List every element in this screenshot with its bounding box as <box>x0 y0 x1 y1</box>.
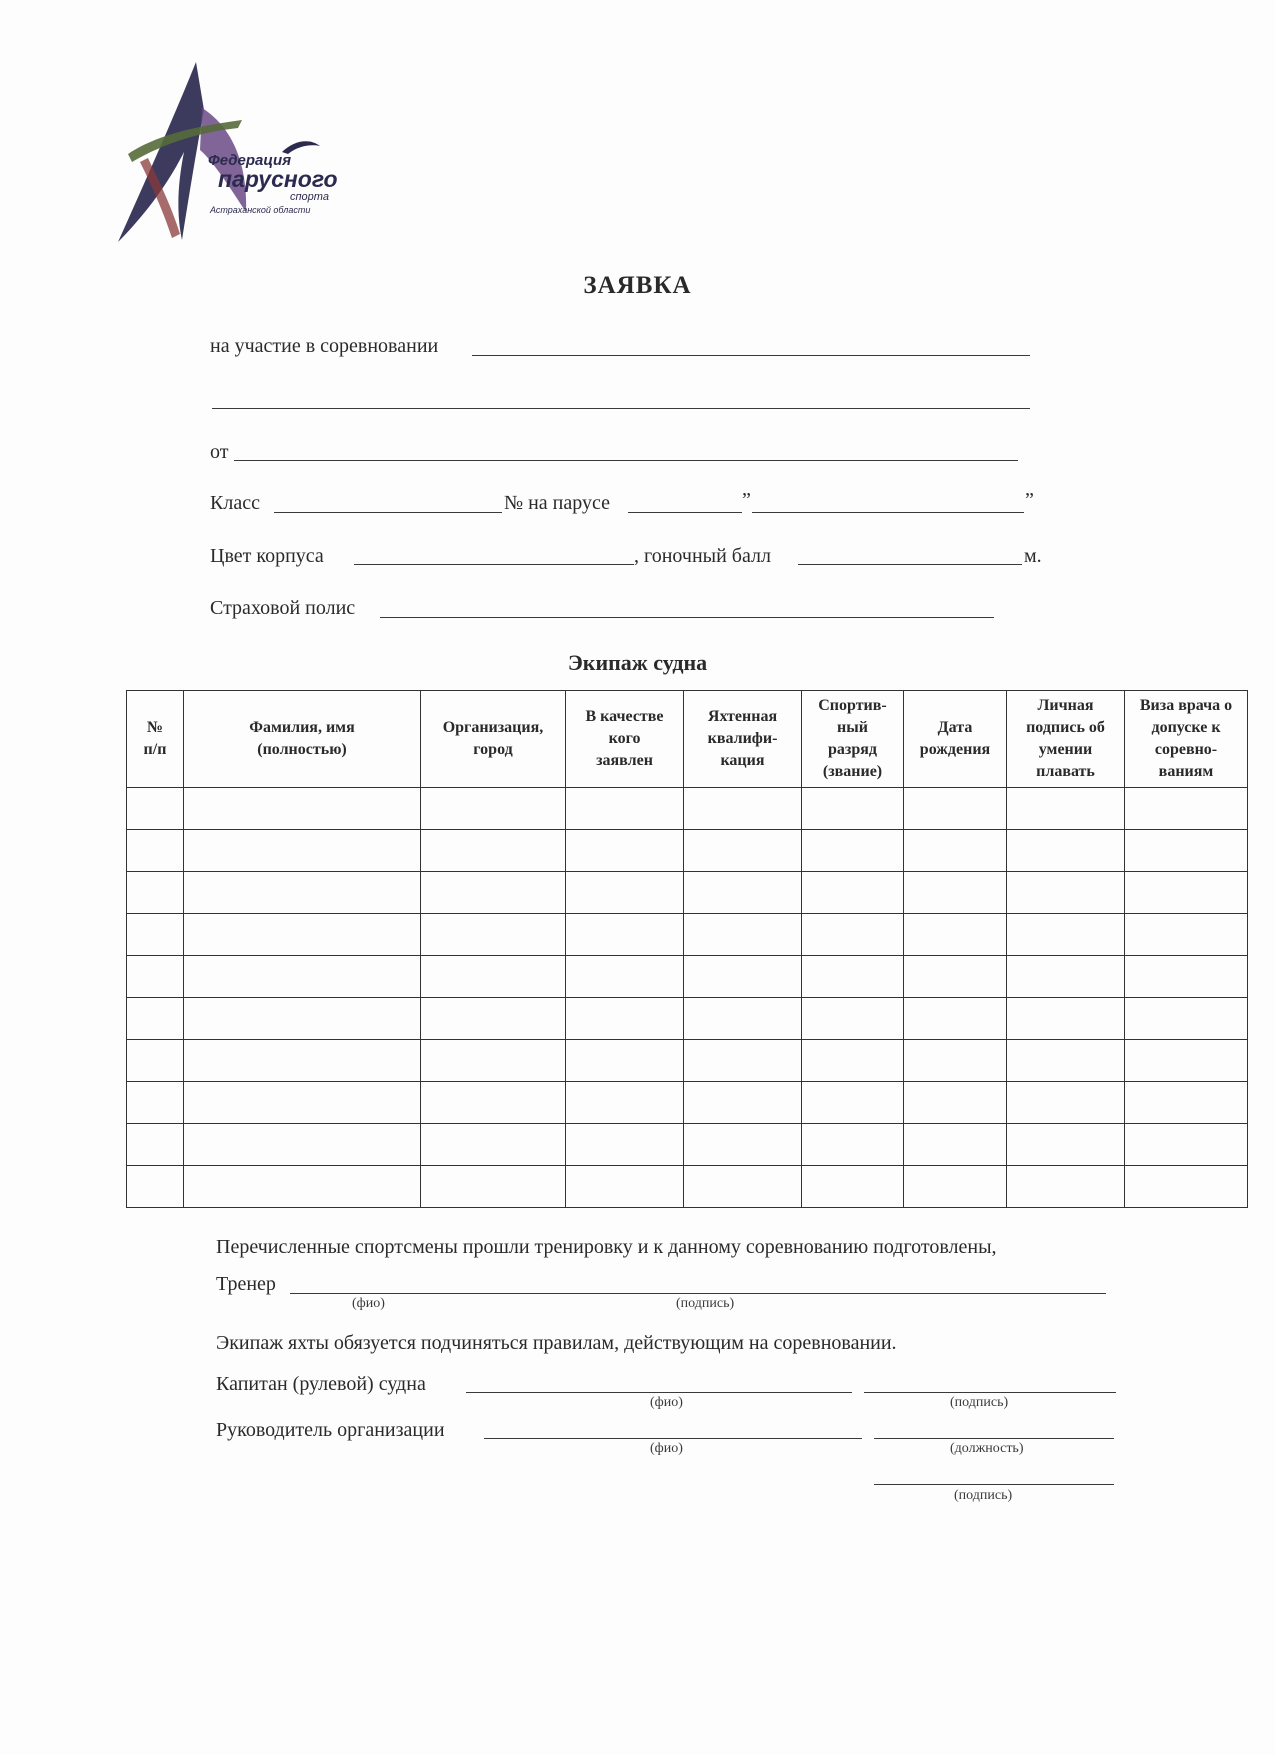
table-cell[interactable] <box>904 998 1007 1040</box>
table-cell[interactable] <box>802 872 904 914</box>
table-cell[interactable] <box>127 1124 184 1166</box>
table-row <box>127 1040 1248 1082</box>
table-cell[interactable] <box>684 872 802 914</box>
table-cell[interactable] <box>684 788 802 830</box>
table-cell[interactable] <box>1125 872 1248 914</box>
table-cell[interactable] <box>184 998 421 1040</box>
table-cell[interactable] <box>802 1082 904 1124</box>
table-cell[interactable] <box>1007 872 1125 914</box>
table-cell[interactable] <box>421 1040 566 1082</box>
sail-number-label: № на парусе <box>504 492 610 514</box>
table-cell[interactable] <box>1007 914 1125 956</box>
table-cell[interactable] <box>1007 1082 1125 1124</box>
crew-col-header: Яхтенная квалифи- кация <box>684 691 802 788</box>
table-cell[interactable] <box>684 998 802 1040</box>
table-cell[interactable] <box>566 914 684 956</box>
table-cell[interactable] <box>566 788 684 830</box>
table-cell[interactable] <box>904 914 1007 956</box>
table-row <box>127 1082 1248 1124</box>
head-fio-field[interactable] <box>484 1438 862 1439</box>
table-cell[interactable] <box>421 914 566 956</box>
table-cell[interactable] <box>127 788 184 830</box>
crew-body <box>127 788 1248 1208</box>
table-cell[interactable] <box>566 1040 684 1082</box>
table-cell[interactable] <box>904 872 1007 914</box>
table-cell[interactable] <box>184 830 421 872</box>
table-cell[interactable] <box>127 956 184 998</box>
table-cell[interactable] <box>684 1166 802 1208</box>
table-cell[interactable] <box>1125 788 1248 830</box>
table-row <box>127 1124 1248 1166</box>
table-cell[interactable] <box>1125 1166 1248 1208</box>
table-cell[interactable] <box>566 956 684 998</box>
document-title: ЗАЯВКА <box>583 272 692 299</box>
table-cell[interactable] <box>184 872 421 914</box>
trained-statement: Перечисленные спортсмены прошли тренировку и к данному соревнованию подготовлены, <box>216 1236 997 1258</box>
table-cell[interactable] <box>1125 998 1248 1040</box>
class-label: Класс <box>210 492 260 514</box>
table-cell[interactable] <box>127 872 184 914</box>
table-row <box>127 956 1248 998</box>
table-cell[interactable] <box>1125 830 1248 872</box>
table-cell[interactable] <box>184 1082 421 1124</box>
competition-field-line2[interactable] <box>212 408 1030 409</box>
obligation-statement: Экипаж яхты обязуется подчиняться правилам, действующим на соревновании. <box>216 1332 897 1354</box>
captain-fio-field[interactable] <box>466 1392 852 1393</box>
table-cell[interactable] <box>421 1166 566 1208</box>
table-cell[interactable] <box>566 872 684 914</box>
table-cell[interactable] <box>1007 1124 1125 1166</box>
table-cell[interactable] <box>1007 788 1125 830</box>
table-cell[interactable] <box>904 788 1007 830</box>
table-cell[interactable] <box>684 1040 802 1082</box>
table-cell[interactable] <box>904 1040 1007 1082</box>
table-cell[interactable] <box>1125 1082 1248 1124</box>
boat-name-field[interactable] <box>752 512 1024 513</box>
table-cell[interactable] <box>802 998 904 1040</box>
table-row <box>127 788 1248 830</box>
table-cell[interactable] <box>1125 1124 1248 1166</box>
table-cell[interactable] <box>1007 830 1125 872</box>
federation-logo <box>118 62 368 252</box>
table-cell[interactable] <box>802 956 904 998</box>
table-cell[interactable] <box>802 1040 904 1082</box>
crew-col-header: В качестве кого заявлен <box>566 691 684 788</box>
head-label: Руководитель организации <box>216 1419 445 1441</box>
crew-title: Экипаж судна <box>567 650 708 675</box>
sail-number-field[interactable] <box>628 512 742 513</box>
table-cell[interactable] <box>802 1166 904 1208</box>
table-cell[interactable] <box>566 1082 684 1124</box>
table-cell[interactable] <box>802 914 904 956</box>
table-cell[interactable] <box>1125 914 1248 956</box>
table-cell[interactable] <box>1007 1166 1125 1208</box>
captain-sign-field[interactable] <box>864 1392 1116 1393</box>
table-cell[interactable] <box>184 914 421 956</box>
table-cell[interactable] <box>684 1124 802 1166</box>
table-cell[interactable] <box>421 872 566 914</box>
class-field[interactable] <box>274 512 502 513</box>
table-row <box>127 872 1248 914</box>
table-cell[interactable] <box>1007 998 1125 1040</box>
table-cell[interactable] <box>421 998 566 1040</box>
racing-score-label: , гоночный балл <box>634 545 771 567</box>
table-cell[interactable] <box>684 956 802 998</box>
crew-table <box>126 690 1248 1208</box>
table-cell[interactable] <box>802 1124 904 1166</box>
table-cell[interactable] <box>184 956 421 998</box>
crew-col-header: Спортив- ный разряд (звание) <box>802 691 904 788</box>
table-cell[interactable] <box>904 1082 1007 1124</box>
table-cell[interactable] <box>1125 956 1248 998</box>
table-row <box>127 914 1248 956</box>
table-cell[interactable] <box>127 1040 184 1082</box>
logo-line2: парусного <box>218 166 338 192</box>
head-sign-hint: (подпись) <box>954 1488 1013 1503</box>
from-label: от <box>210 441 229 463</box>
crew-header-row <box>127 691 1248 788</box>
table-cell[interactable] <box>184 1124 421 1166</box>
table-cell[interactable] <box>904 956 1007 998</box>
coach-label: Тренер <box>216 1273 276 1295</box>
table-cell[interactable] <box>684 914 802 956</box>
crew-col-header: Виза врача о допуске к соревно- ваниям <box>1125 691 1248 788</box>
table-cell[interactable] <box>127 830 184 872</box>
table-row <box>127 1166 1248 1208</box>
head-sign-field[interactable] <box>874 1484 1114 1485</box>
table-cell[interactable] <box>566 830 684 872</box>
coach-fio-hint: (фио) <box>352 1296 385 1311</box>
head-position-hint: (должность) <box>950 1441 1024 1456</box>
insurance-field[interactable] <box>380 617 994 618</box>
table-row <box>127 830 1248 872</box>
table-cell[interactable] <box>127 1082 184 1124</box>
table-cell[interactable] <box>802 830 904 872</box>
insurance-label: Страховой полис <box>210 597 356 619</box>
captain-label: Капитан (рулевой) судна <box>216 1373 426 1395</box>
crew-col-header: Личная подпись об умении плавать <box>1007 691 1125 788</box>
racing-score-field[interactable] <box>798 564 1022 565</box>
captain-sign-hint: (подпись) <box>950 1395 1009 1410</box>
table-cell[interactable] <box>566 998 684 1040</box>
crew-col-header: Дата рождения <box>904 691 1007 788</box>
table-cell[interactable] <box>904 1166 1007 1208</box>
table-cell[interactable] <box>802 788 904 830</box>
meters-label: м. <box>1024 545 1042 567</box>
table-cell[interactable] <box>421 1082 566 1124</box>
table-cell[interactable] <box>1007 1040 1125 1082</box>
table-cell[interactable] <box>421 788 566 830</box>
table-cell[interactable] <box>127 914 184 956</box>
table-cell[interactable] <box>127 1166 184 1208</box>
coach-sign-hint: (подпись) <box>676 1296 735 1311</box>
head-fio-hint: (фио) <box>650 1441 683 1456</box>
hull-color-field[interactable] <box>354 564 634 565</box>
competition-label: на участие в соревновании <box>210 335 439 357</box>
logo-line4: Астраханской области <box>210 205 311 215</box>
crew-col-header: № п/п <box>127 691 184 788</box>
from-field[interactable] <box>234 460 1018 461</box>
logo-line3: спорта <box>290 191 329 203</box>
table-cell[interactable] <box>421 830 566 872</box>
crew-col-header: Фамилия, имя (полностью) <box>184 691 421 788</box>
table-row <box>127 998 1248 1040</box>
table-cell[interactable] <box>684 1082 802 1124</box>
table-cell[interactable] <box>184 1166 421 1208</box>
table-cell[interactable] <box>1007 956 1125 998</box>
open-quote: ” <box>742 489 751 511</box>
table-cell[interactable] <box>421 956 566 998</box>
logo-line1: Федерация <box>208 152 292 169</box>
table-cell[interactable] <box>904 830 1007 872</box>
hull-color-label: Цвет корпуса <box>210 545 324 567</box>
captain-fio-hint: (фио) <box>650 1395 683 1410</box>
table-cell[interactable] <box>684 830 802 872</box>
competition-field[interactable] <box>472 355 1030 356</box>
close-quote: ” <box>1025 489 1034 511</box>
table-cell[interactable] <box>421 1124 566 1166</box>
table-cell[interactable] <box>566 1124 684 1166</box>
head-position-field[interactable] <box>874 1438 1114 1439</box>
table-cell[interactable] <box>127 998 184 1040</box>
table-cell[interactable] <box>184 1040 421 1082</box>
table-cell[interactable] <box>1125 1040 1248 1082</box>
coach-field[interactable] <box>290 1293 1106 1294</box>
table-cell[interactable] <box>566 1166 684 1208</box>
table-cell[interactable] <box>904 1124 1007 1166</box>
crew-col-header: Организация, город <box>421 691 566 788</box>
table-cell[interactable] <box>184 788 421 830</box>
